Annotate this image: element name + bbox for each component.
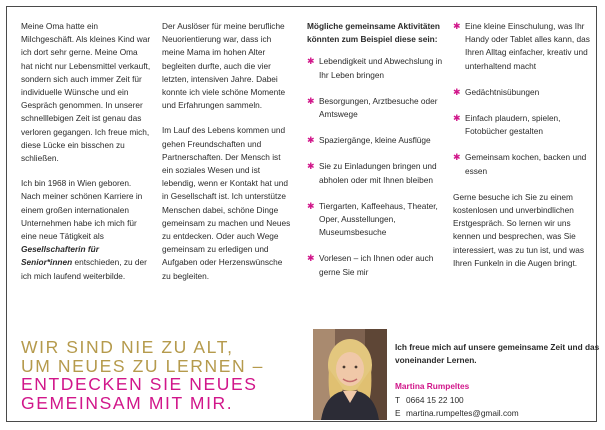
star-icon: ✱ xyxy=(307,200,315,211)
phone-number[interactable]: 0664 15 22 100 xyxy=(406,394,464,405)
list-item: ✱ Lebendigkeit und Abwechslung in Ihr Leben bringen xyxy=(307,56,443,80)
star-icon: ✱ xyxy=(453,113,461,124)
flyer-page xyxy=(6,6,600,422)
star-icon: ✱ xyxy=(307,95,315,106)
list-item: ✱ Gedächtnisübungen xyxy=(453,86,595,99)
star-icon: ✱ xyxy=(307,135,315,146)
slogan-line-3: ENTDECKEN SIE NEUES xyxy=(21,374,258,394)
more-activities-column xyxy=(453,20,595,282)
list-item: ✱ Vorlesen – ich Ihnen oder auch gerne Sie mir xyxy=(307,253,434,277)
email-address[interactable]: martina.rumpeltes@gmail.com xyxy=(406,407,519,418)
email-row xyxy=(395,407,600,420)
list-item: ✱ Eine kleine Einschulung, was Ihr Handy oder Tablet alles kann, das Ihren Alltag einfacher, kreativ und unterhaltend macht xyxy=(453,21,590,71)
portrait-image xyxy=(313,329,387,420)
bio-paragraph xyxy=(21,177,151,283)
star-icon: ✱ xyxy=(453,21,461,31)
activities-heading: Mögliche gemeinsame Aktivitäten könnten zum Beispiel diese sein: xyxy=(307,21,440,45)
star-icon: ✱ xyxy=(307,253,315,264)
job-title: Gesellschafterin für Senior*innen xyxy=(21,244,99,268)
bio-text-start: Ich bin 1968 in Wien geboren. Nach meiner schönen Karriere in einem großen internationalen Unternehmen habe ich mich für eine neue Tätigkeit als xyxy=(21,178,143,242)
motivation-column xyxy=(162,20,293,295)
list-item: ✱ Gemeinsam kochen, backen und essen xyxy=(453,152,587,176)
list-item: ✱ Einfach plaudern, spielen, Fotobücher gestalten xyxy=(453,113,561,137)
portrait-photo xyxy=(313,329,387,420)
intro-column xyxy=(21,20,151,295)
list-item: ✱ Tiergarten, Kaffeehaus, Theater, Oper, Ausstellungen, Museumsbesuche xyxy=(307,200,438,238)
story-paragraph: Meine Oma hatte ein Milchgeschäft. Als kleines Kind war ich dort sehr gerne. Meine Oma hat nicht nur Lebensmittel verkauft, sondern sich auch immer Zeit für individuelle Wünsche und ein Gespräch genommen. In unserer schnelllebigen Zeit ist genau das verloren gegangen. Ich freue mich, diese Lücke ein bisschen zu schließen. xyxy=(21,21,151,164)
star-icon: ✱ xyxy=(453,152,461,163)
motivation-paragraph: Der Auslöser für meine berufliche Neuorientierung war, dass ich meine Mama im hohen Alter begleiten durfte, auch die vier letzten, intensiven Jahre. Dabei konnte ich viele schöne Momente und Erfahrungen sammeln. xyxy=(162,21,286,111)
star-icon: ✱ xyxy=(453,86,461,97)
activities-list-continued xyxy=(453,20,595,178)
closing-paragraph: Gerne besuche ich Sie zu einem kostenlosen und unverbindlichen Erstgespräch. So lernen wir uns kennen und besprechen, was Sie interessiert, was zu tun ist, und was Ihren Funkeln in die Augen bringt. xyxy=(453,191,584,268)
contact-name: Martina Rumpeltes xyxy=(395,381,470,392)
slogan xyxy=(21,338,301,412)
star-icon: ✱ xyxy=(307,161,315,172)
slogan-line-1: WIR SIND NIE ZU ALT, xyxy=(21,337,234,357)
contact-intro: Ich freue mich auf unsere gemeinsame Zeit und das voneinander Lernen. xyxy=(395,342,600,366)
activities-list xyxy=(307,55,445,278)
activities-column xyxy=(307,20,445,292)
list-item: ✱ Sie zu Einladungen bringen und abholen oder mit Ihnen bleiben xyxy=(307,161,437,185)
social-paragraph: Im Lauf des Lebens kommen und gehen Freundschaften und Partnerschaften. Der Mensch ist ein soziales Wesen und ist lebendig, wenn er Kontakt hat und in Gesellschaft ist. Ich unterstütze Menschen dabei, schöne Dinge gemeinsam zu machen und Neues zu entdecken. Oder auch Wege gemeinsam zu erledigen und Aufgaben oder Herzenswünsche zu begleiten. xyxy=(162,125,291,281)
phone-row xyxy=(395,394,600,407)
email-label: E xyxy=(395,407,401,418)
phone-label: T xyxy=(395,394,401,405)
star-icon: ✱ xyxy=(307,56,315,67)
list-item: ✱ Spaziergänge, kleine Ausflüge xyxy=(307,134,445,147)
bio-text-end: entschieden, zu der ich mich laufend weiterbilde. xyxy=(21,257,147,281)
list-item: ✱ Besorgungen, Arztbesuche oder Amtswege xyxy=(307,95,438,120)
slogan-line-2: UM NEUES ZU LERNEN – xyxy=(21,355,265,376)
slogan-line-4: GEMEINSAM MIT MIR. xyxy=(21,392,234,413)
contact-block xyxy=(395,341,600,420)
